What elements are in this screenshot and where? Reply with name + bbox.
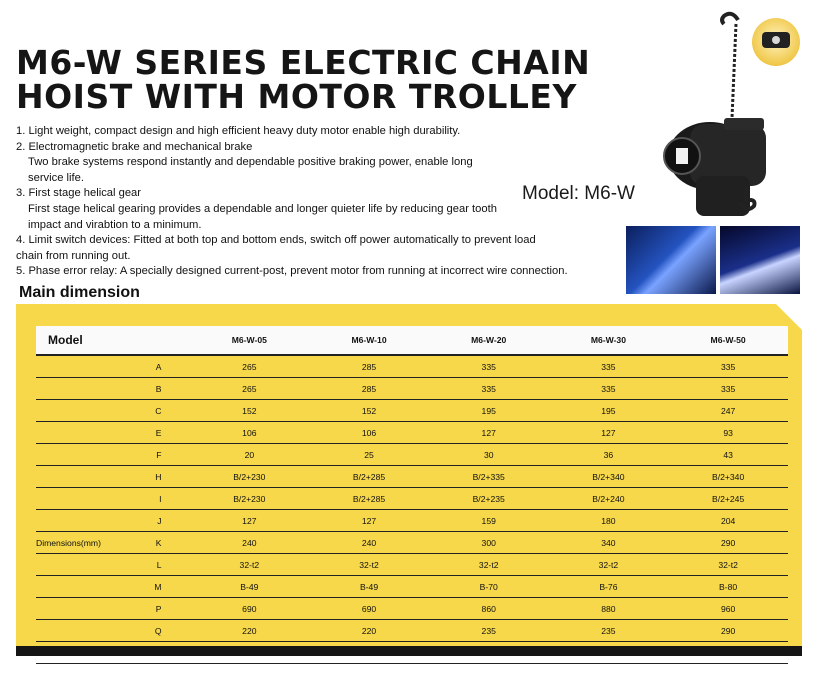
title-line-2: HOIST WITH MOTOR TROLLEY xyxy=(16,77,577,116)
table-cell: 960 xyxy=(668,598,788,620)
row-label-text: P xyxy=(155,603,162,614)
table-cell: B-49 xyxy=(190,576,310,598)
table-row xyxy=(36,355,788,378)
table-cell: 220 xyxy=(190,620,310,642)
column-header: M6-W-05 xyxy=(190,326,310,355)
section-title: Main dimension xyxy=(19,284,140,301)
row-label-text: M xyxy=(154,581,162,592)
table-cell: 25 xyxy=(309,444,429,466)
table-cell: 247 xyxy=(668,400,788,422)
row-label xyxy=(36,355,190,378)
table-cell: 290 xyxy=(668,532,788,554)
row-label xyxy=(36,422,190,444)
dimension-panel xyxy=(16,304,802,656)
table-cell: 127 xyxy=(309,510,429,532)
table-cell: 335 xyxy=(429,378,549,400)
table-cell: 159 xyxy=(429,510,549,532)
table-cell: 30 xyxy=(429,444,549,466)
feature-item xyxy=(16,124,626,140)
table-cell: 32-t2 xyxy=(429,554,549,576)
feature-number: 2. xyxy=(16,140,26,153)
table-cell: 93 xyxy=(668,422,788,444)
row-label-text: E xyxy=(155,427,162,438)
column-header: Model xyxy=(36,326,190,355)
table-cell: 20 xyxy=(190,444,310,466)
table-cell: 235 xyxy=(549,620,669,642)
panel-footer-bar xyxy=(16,646,802,656)
row-label xyxy=(36,532,190,554)
feature-number: 3. xyxy=(16,187,26,200)
feature-text: Light weight, compact design and high efficient heavy duty motor enable high durability. xyxy=(28,125,461,137)
table-cell: B-49 xyxy=(309,576,429,598)
document-title xyxy=(16,43,591,116)
table-cell: 127 xyxy=(429,422,549,444)
table-cell: 32-t2 xyxy=(309,554,429,576)
feature-text: Electromagnetic brake and mechanical brake xyxy=(28,140,253,153)
table-cell: 690 xyxy=(190,598,310,620)
table-cell: 340 xyxy=(549,532,669,554)
row-label-text: C xyxy=(155,405,162,416)
feature-detail: First stage helical gearing provides a dependable and longer quieter life by reducing gear tooth impact and virabtion to a minimum. xyxy=(28,202,497,231)
row-label-text: H xyxy=(155,471,162,482)
table-cell: 235 xyxy=(429,620,549,642)
table-row xyxy=(36,576,788,598)
row-label-text: Q xyxy=(154,625,162,636)
row-label xyxy=(36,598,190,620)
table-row xyxy=(36,422,788,444)
feature-item xyxy=(16,233,556,264)
stage-photo-2 xyxy=(720,226,800,294)
table-cell: B/2+340 xyxy=(668,466,788,488)
table-cell: 32-t2 xyxy=(190,554,310,576)
table-cell: B/2+245 xyxy=(668,488,788,510)
row-label-text: J xyxy=(157,515,162,526)
feature-text: First stage helical gear xyxy=(28,187,142,200)
feature-number: 1. xyxy=(16,125,26,137)
table-cell: 195 xyxy=(549,400,669,422)
feature-detail: Two brake systems respond instantly and dependable positive braking power, enable long service life. xyxy=(28,156,473,184)
table-cell: B/2+240 xyxy=(549,488,669,510)
table-row xyxy=(36,444,788,466)
table-cell: 335 xyxy=(668,355,788,378)
table-cell: 106 xyxy=(309,422,429,444)
stage-photo-1 xyxy=(626,226,716,294)
table-row xyxy=(36,620,788,642)
table-cell: 220 xyxy=(309,620,429,642)
table-cell: B-80 xyxy=(668,576,788,598)
table-cell: 195 xyxy=(429,400,549,422)
table-cell: 204 xyxy=(668,510,788,532)
table-cell: B-76 xyxy=(549,576,669,598)
row-label-text: B xyxy=(155,383,162,394)
row-label xyxy=(36,620,190,642)
table-row xyxy=(36,598,788,620)
table-cell: 335 xyxy=(549,378,669,400)
table-row xyxy=(36,510,788,532)
feature-text: Phase error relay: A specially designed current-post, prevent motor from running at incorrect wire connection. xyxy=(28,265,568,278)
table-cell: 290 xyxy=(668,620,788,642)
column-header: M6-W-10 xyxy=(309,326,429,355)
table-cell: B/2+285 xyxy=(309,488,429,510)
feature-item xyxy=(16,140,626,187)
table-cell: B/2+285 xyxy=(309,466,429,488)
table-cell: 240 xyxy=(190,532,310,554)
table-cell: 152 xyxy=(309,400,429,422)
row-label-text: K xyxy=(155,537,162,548)
table-cell: 285 xyxy=(309,378,429,400)
table-cell: 335 xyxy=(549,355,669,378)
table-cell: 152 xyxy=(190,400,310,422)
dimensions-group-label: Dimensions(mm) xyxy=(36,537,101,548)
row-label xyxy=(36,378,190,400)
column-header: M6-W-50 xyxy=(668,326,788,355)
table-cell: 180 xyxy=(549,510,669,532)
table-cell: 240 xyxy=(309,532,429,554)
table-cell: 32-t2 xyxy=(668,554,788,576)
table-cell: 43 xyxy=(668,444,788,466)
row-label xyxy=(36,488,190,510)
row-label-text: L xyxy=(156,559,162,570)
table-row xyxy=(36,532,788,554)
table-row xyxy=(36,378,788,400)
table-cell: B/2+335 xyxy=(429,466,549,488)
table-header-row xyxy=(36,326,788,355)
table-cell: B/2+340 xyxy=(549,466,669,488)
title-line-1: M6-W SERIES ELECTRIC CHAIN xyxy=(16,43,591,82)
dimension-table xyxy=(36,326,788,664)
row-label xyxy=(36,400,190,422)
table-cell: 335 xyxy=(668,378,788,400)
table-cell: 36 xyxy=(549,444,669,466)
table-cell: 106 xyxy=(190,422,310,444)
feature-text: Limit switch devices: Fitted at both top and bottom ends, switch off power automatically to prevent load chain from running out. xyxy=(16,234,536,262)
table-cell: B/2+235 xyxy=(429,488,549,510)
column-header: M6-W-30 xyxy=(549,326,669,355)
table-cell: 335 xyxy=(429,355,549,378)
table-cell: 860 xyxy=(429,598,549,620)
row-label xyxy=(36,466,190,488)
table-row xyxy=(36,554,788,576)
row-label xyxy=(36,444,190,466)
table-cell: B/2+230 xyxy=(190,466,310,488)
row-label xyxy=(36,510,190,532)
table-row xyxy=(36,400,788,422)
table-cell: 880 xyxy=(549,598,669,620)
table-cell: 300 xyxy=(429,532,549,554)
table-cell: 127 xyxy=(549,422,669,444)
row-label-text: F xyxy=(156,449,162,460)
feature-item xyxy=(16,264,626,280)
row-label xyxy=(36,576,190,598)
table-cell: 285 xyxy=(309,355,429,378)
column-header: M6-W-20 xyxy=(429,326,549,355)
table-row xyxy=(36,488,788,510)
table-cell: 265 xyxy=(190,355,310,378)
table-cell: 127 xyxy=(190,510,310,532)
table-row xyxy=(36,466,788,488)
table-cell: B-70 xyxy=(429,576,549,598)
hoist-product-image xyxy=(660,6,780,226)
table-cell: 690 xyxy=(309,598,429,620)
table-cell: 32-t2 xyxy=(549,554,669,576)
table-cell: 265 xyxy=(190,378,310,400)
feature-number: 4. xyxy=(16,234,26,247)
table-cell: B/2+230 xyxy=(190,488,310,510)
model-label: Model: M6-W xyxy=(522,183,635,204)
feature-number: 5. xyxy=(16,265,26,278)
row-label xyxy=(36,554,190,576)
row-label-text: I xyxy=(159,493,162,504)
row-label-text: A xyxy=(155,361,162,372)
